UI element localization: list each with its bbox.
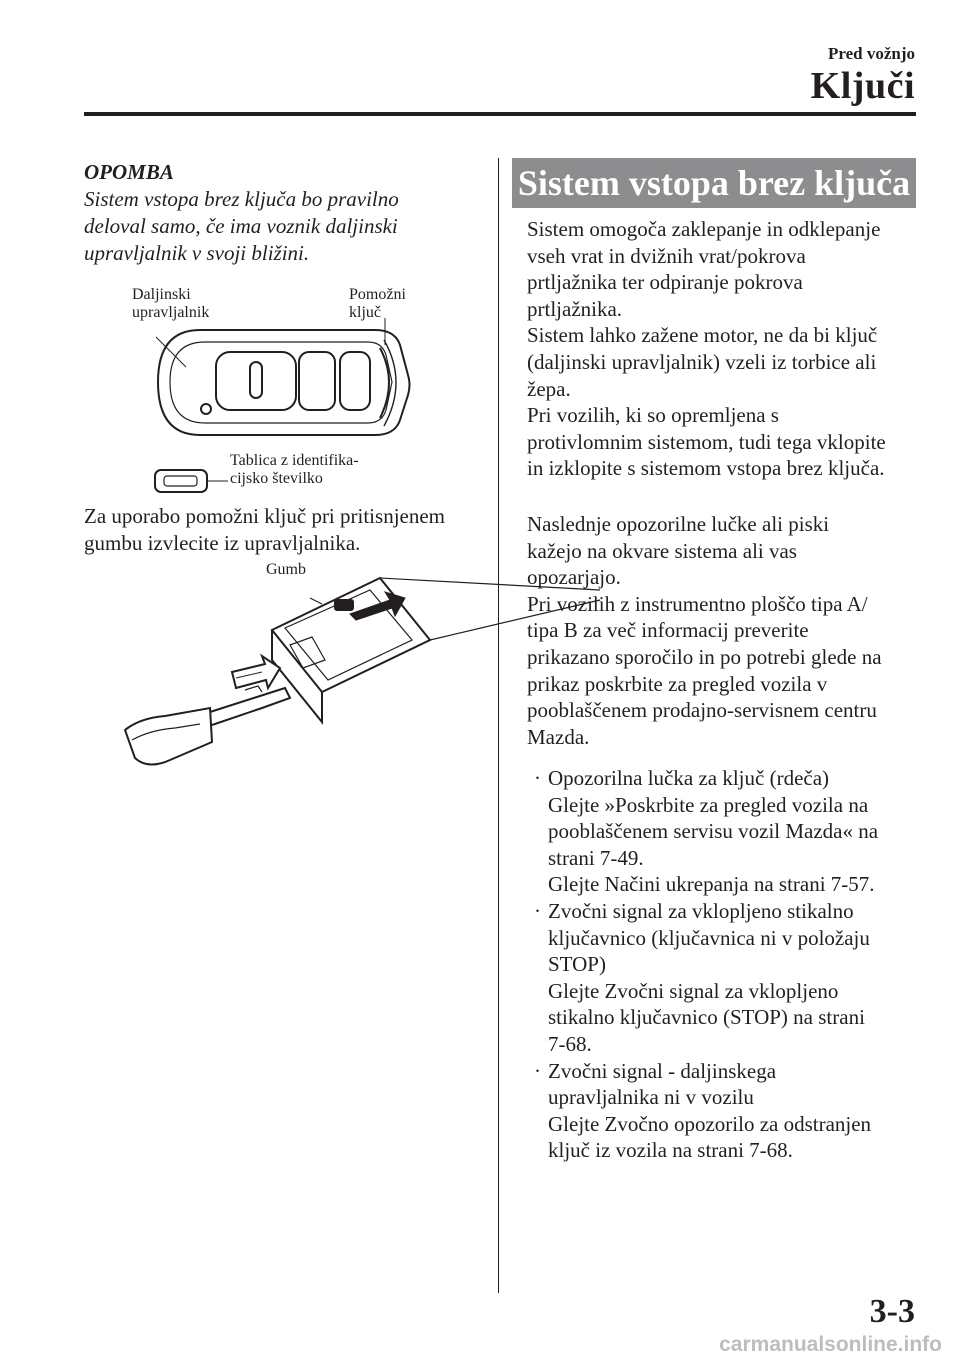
- aux-key-label: Pomožni ključ: [349, 286, 406, 321]
- plate-label: Tablica z identifika- cijsko številko: [230, 452, 359, 487]
- list-item-text: Zvočni signal - daljinskega upravljalnika ni v vozilu Glejte Zvočno opozorilo za odstranjen ključ iz vozila na strani 7-68.: [548, 1058, 872, 1163]
- list-item: [527, 765, 919, 898]
- bullet-mark: ·: [534, 898, 541, 923]
- bullet-mark: ·: [534, 1058, 541, 1083]
- button-label: Gumb: [266, 561, 306, 578]
- page-number: 3-3: [869, 1293, 915, 1330]
- section-paragraph-1: Sistem omogoča zaklepanje in odklepanje vseh vrat in dvižnih vrat/pokrova prtljažnika ter odpiranje pokrova prtljažnika. Sistem lahko zažene motor, ne da bi ključ (daljinski upravljalnik) vzeli iz torbice ali žepa. Pri vozilih, ki so opremljena s protivlomnim sistemom, tudi tega vklopite in izklopite s sistemom vstopa brez ključa.: [527, 217, 886, 481]
- list-item-text: Zvočni signal za vklopljeno stikalno ključavnico (ključavnica ni v položaju STOP) Glejte Zvočni signal za vklopljeno stikalno ključavnico (STOP) na strani 7-68.: [548, 898, 870, 1056]
- page-title: Ključi: [810, 65, 915, 107]
- remote-label: Daljinski upravljalnik: [132, 286, 210, 321]
- list-item-text: Opozorilna lučka za ključ (rdeča) Glejte »Poskrbite za pregled vozila na pooblaščenem servisu vozil Mazda« na strani 7-49. Glejte Načini ukrepanja na strani 7-57.: [548, 766, 879, 897]
- bullet-mark: ·: [534, 766, 541, 790]
- section-paragraph-2: Naslednje opozorilne lučke ali piski kažejo na okvare sistema ali vas opozarjajo. Pri vozilih z instrumentno ploščo tipa A/ tipa B za več informacij preverite prikazano sporočilo in po potrebi glede na prikaz poskrbite za pregled vozila v pooblaščenem prodajno-servisnem centru Mazda.: [527, 512, 882, 749]
- note-heading: OPOMBA: [84, 160, 174, 184]
- section-subtitle: Pred vožnjo: [827, 44, 915, 63]
- note-text: Sistem vstopa brez ključa bo pravilno deloval samo, če ima voznik daljinski upravljalnik v svoji bližini.: [84, 187, 399, 265]
- section-heading: Sistem vstopa brez ključa: [512, 158, 916, 208]
- left-paragraph: Za uporabo pomožni ključ pri pritisnjenem gumbu izvlecite iz upravljalnika.: [84, 504, 445, 555]
- footer-watermark: carmanualsonline.info: [719, 1333, 942, 1356]
- list-item: [527, 1058, 919, 1164]
- list-item: [527, 898, 919, 1058]
- warning-list: [527, 765, 919, 1164]
